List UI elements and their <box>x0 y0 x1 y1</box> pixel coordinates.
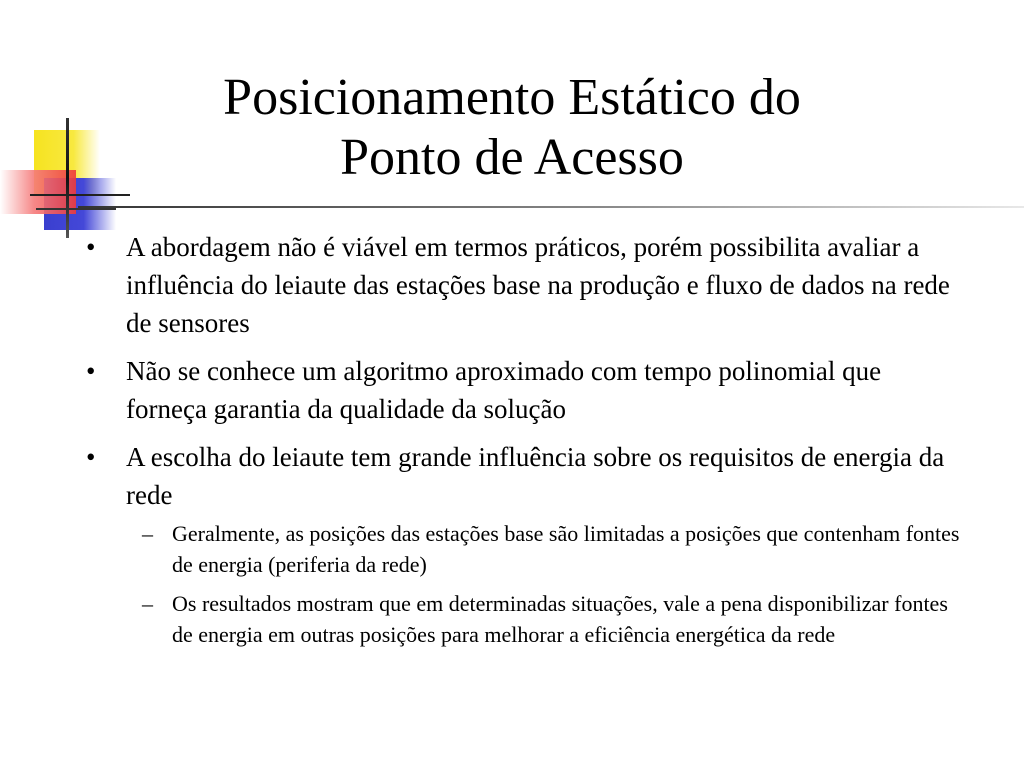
sub-bullet-marker: – <box>142 521 153 546</box>
sub-bullet-item <box>126 518 966 580</box>
bullet-text: Não se conhece um algoritmo aproximado com tempo polinomial que forneça garantia da qualidade da solução <box>126 356 882 424</box>
slide-title-line-2: Ponto de Acesso <box>340 129 684 186</box>
slide-body <box>86 228 966 660</box>
sub-bullet-item <box>126 588 966 650</box>
bullet-item <box>86 438 966 650</box>
bullet-marker: • <box>86 232 96 262</box>
bullet-text: A abordagem não é viável em termos práticos, porém possibilita avaliar a influência do leiaute das estações base na produção e fluxo de dados na rede de sensores <box>126 232 950 338</box>
bullet-marker: • <box>86 442 96 472</box>
sub-bullet-marker: – <box>142 591 153 616</box>
bullet-item <box>86 228 966 342</box>
slide-title-line-1: Posicionamento Estático do <box>223 69 801 126</box>
bullet-text: A escolha do leiaute tem grande influência sobre os requisitos de energia da rede <box>126 442 945 510</box>
bullet-marker: • <box>86 356 96 386</box>
horizontal-line-decoration-2 <box>36 208 116 210</box>
sub-bullet-text: Geralmente, as posições das estações base são limitadas a posições que contenham fontes de energia (periferia da rede) <box>172 521 960 577</box>
vertical-line-decoration <box>66 118 69 238</box>
sub-bullet-text: Os resultados mostram que em determinadas situações, vale a pena disponibilizar fontes de energia em outras posições para melhorar a eficiência energética da rede <box>172 591 948 647</box>
slide-title <box>100 68 924 188</box>
sub-bullet-list <box>126 518 966 650</box>
bullet-item <box>86 352 966 428</box>
bullet-list <box>86 228 966 650</box>
horizontal-line-decoration <box>30 194 130 196</box>
title-divider-line <box>78 206 1024 208</box>
